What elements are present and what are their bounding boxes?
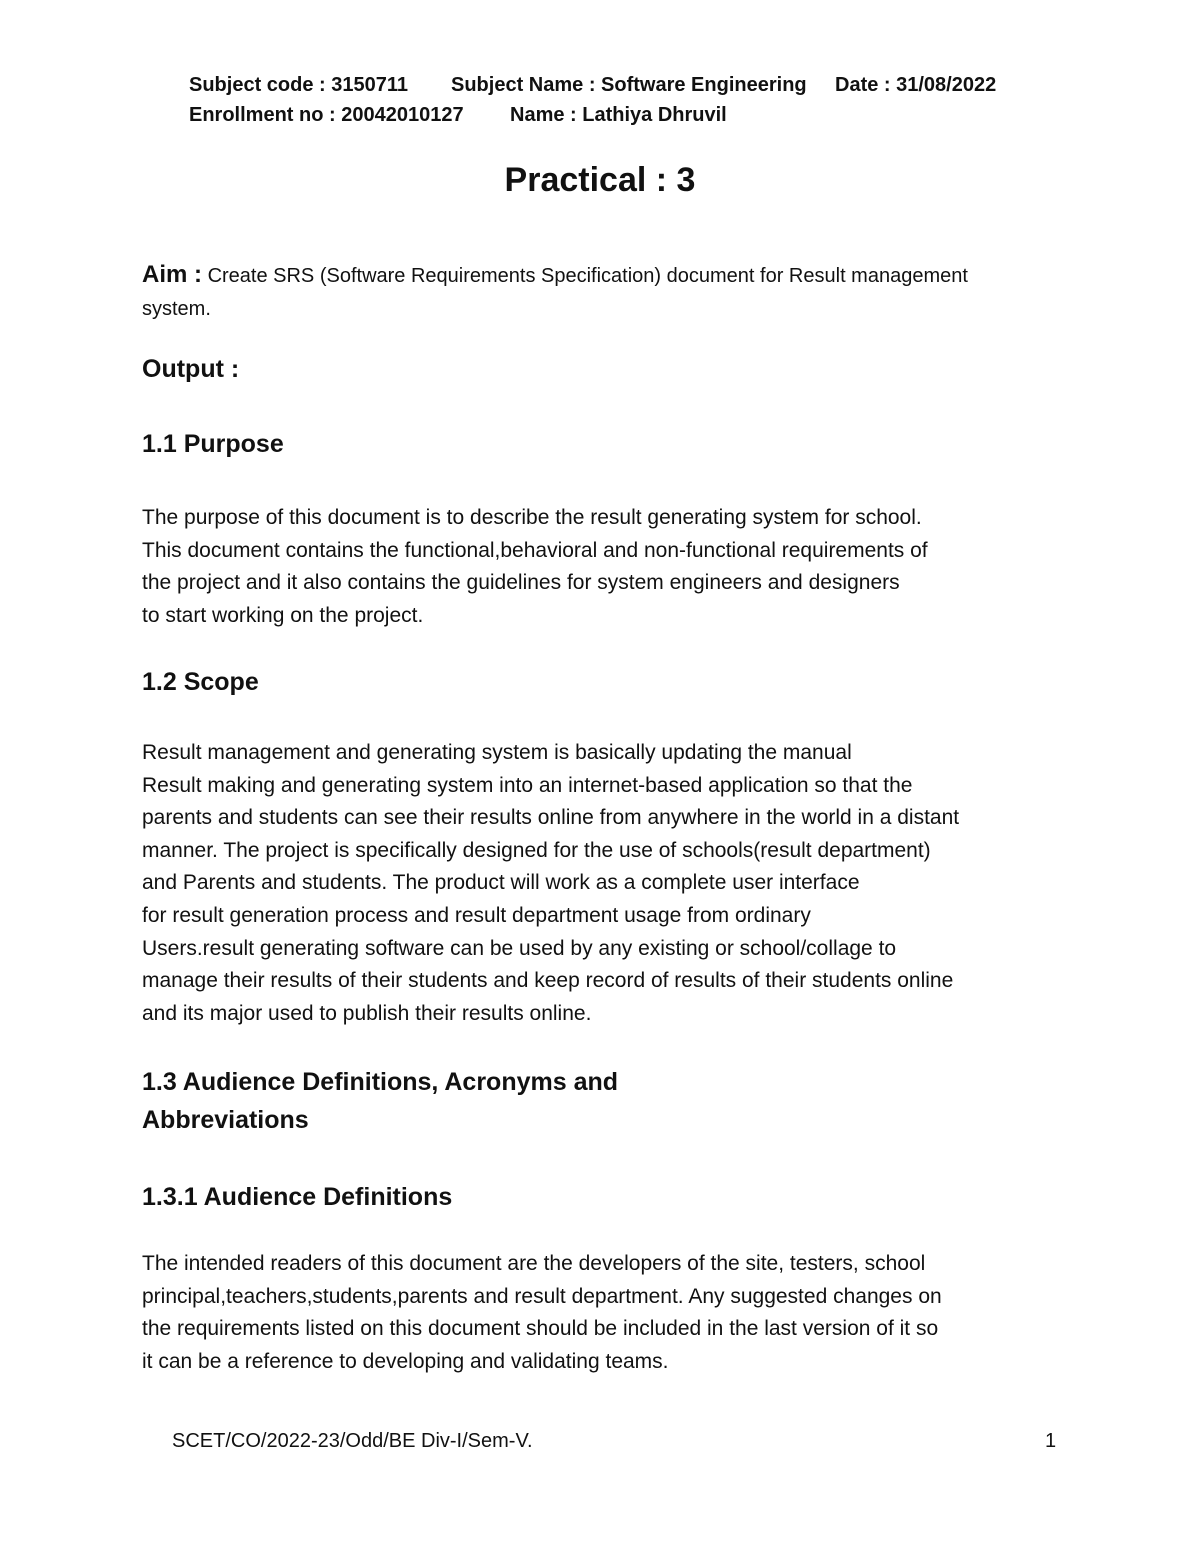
paragraph-line: manner. The project is specifically designed for the use of schools(result department) <box>142 838 931 862</box>
paragraph-line: the requirements listed on this document should be included in the last version of it so <box>142 1317 939 1341</box>
document-date: Date : 31/08/2022 <box>835 74 997 96</box>
paragraph-line: Result making and generating system into an internet-based application so that the <box>142 773 913 797</box>
scope-heading: 1.2 Scope <box>142 668 259 696</box>
header-row-1 <box>189 70 996 100</box>
paragraph-line: the project and it also contains the guidelines for system engineers and designers <box>142 571 900 595</box>
page-title: Practical : 3 <box>504 161 696 199</box>
header-row-2 <box>189 100 996 130</box>
aim-paragraph <box>142 258 1062 326</box>
paragraph-line: This document contains the functional,behavioral and non-functional requirements of <box>142 538 928 562</box>
paragraph-line: and its major used to publish their results online. <box>142 1001 592 1025</box>
paragraph-line: Result management and generating system is basically updating the manual <box>142 741 852 764</box>
paragraph-line: it can be a reference to developing and validating teams. <box>142 1349 669 1373</box>
document-header <box>189 70 996 130</box>
aim-text-line-2: system. <box>142 298 211 320</box>
scope-paragraph <box>142 737 959 1030</box>
aim-label: Aim : <box>142 261 202 288</box>
student-name: Name : Lathiya Dhruvil <box>510 104 727 126</box>
paragraph-line: for result generation process and result department usage from ordinary <box>142 903 811 927</box>
subject-name: Subject Name : Software Engineering <box>451 74 807 96</box>
paragraph-line: The purpose of this document is to describe the result generating system for school. <box>142 506 922 529</box>
audience-heading-line-1: 1.3 Audience Definitions, Acronyms and <box>142 1068 619 1096</box>
purpose-paragraph <box>142 502 928 632</box>
footer-page-number: 1 <box>1045 1430 1057 1452</box>
paragraph-line: principal,teachers,students,parents and result department. Any suggested changes on <box>142 1284 942 1308</box>
paragraph-line: The intended readers of this document are the developers of the site, testers, school <box>142 1252 926 1275</box>
paragraph-line: Users.result generating software can be used by any existing or school/collage to <box>142 936 897 960</box>
paragraph-line: manage their results of their students and keep record of results of their students online <box>142 969 954 993</box>
aim-text-line-1: Create SRS (Software Requirements Specification) document for Result management <box>207 265 968 287</box>
paragraph-line: parents and students can see their results online from anywhere in the world in a distant <box>142 806 960 830</box>
audience-definitions-heading: 1.3.1 Audience Definitions <box>142 1183 453 1211</box>
audience-definitions-paragraph <box>142 1248 942 1378</box>
paragraph-line: to start working on the project. <box>142 603 424 627</box>
enrollment-number: Enrollment no : 20042010127 <box>189 104 464 126</box>
paragraph-line: and Parents and students. The product will work as a complete user interface <box>142 871 860 895</box>
output-heading: Output : <box>142 355 240 383</box>
subject-code: Subject code : 3150711 <box>189 74 409 96</box>
footer-course-code: SCET/CO/2022-23/Odd/BE Div-I/Sem-V. <box>172 1430 533 1452</box>
purpose-heading: 1.1 Purpose <box>142 430 284 458</box>
audience-heading-line-2: Abbreviations <box>142 1106 309 1134</box>
